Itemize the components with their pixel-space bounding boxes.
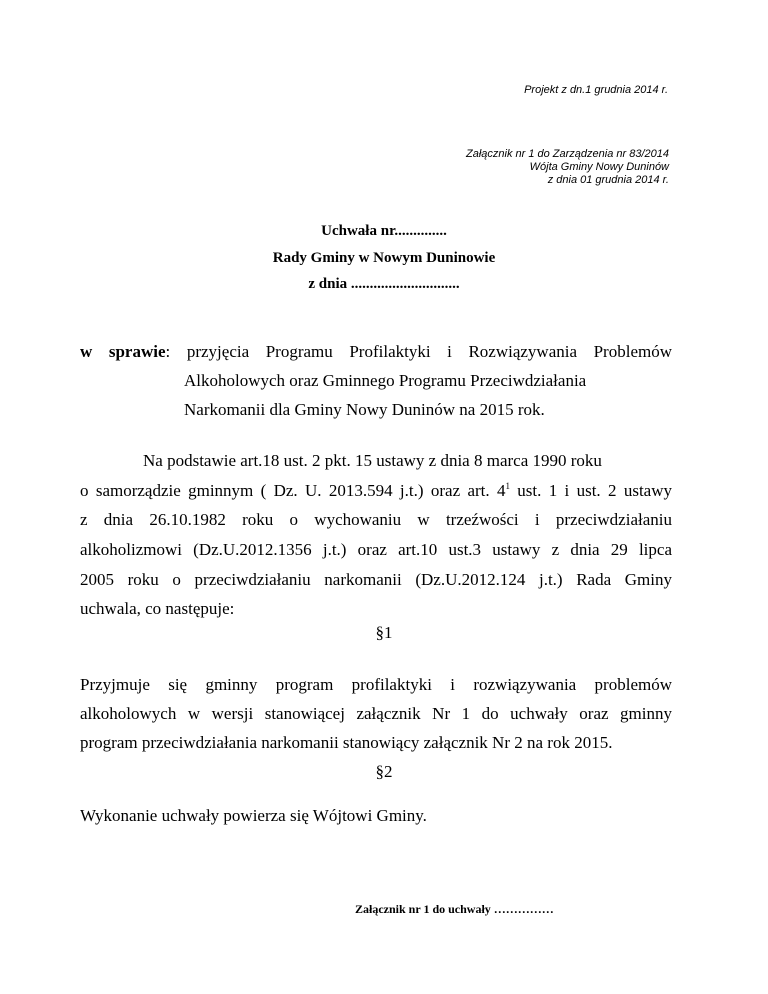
attachment-note-line-3: z dnia 01 grudnia 2014 r. [547, 174, 669, 186]
attachment-note-line-2: Wójta Gminy Nowy Duninów [529, 161, 669, 173]
subject-line-3: Narkomanii dla Gminy Nowy Duninów na 2015 rok. [184, 400, 545, 419]
attachment-footer: Załącznik nr 1 do uchwały …………… [355, 902, 554, 916]
resolution-date: z dnia ............................. [308, 276, 460, 292]
resolution-number: Uchwała nr.............. [321, 223, 447, 239]
council-name: Rady Gminy w Nowym Duninowie [272, 250, 496, 266]
subject-line-2: Alkoholowych oraz Gminnego Programu Przeciwdziałania [184, 371, 587, 390]
legal-basis-line-4: alkoholizmowi (Dz.U.2012.1356 j.t.) oraz art.10 ust.3 ustawy z dnia 29 lipca [80, 540, 672, 559]
legal-basis-line-5: 2005 roku o przeciwdziałaniu narkomanii (Dz.U.2012.124 j.t.) Rada Gminy [80, 570, 672, 589]
paragraph-2-line-1: Wykonanie uchwały powierza się Wójtowi Gminy. [80, 806, 427, 825]
paragraph-1-line-2: alkoholowych w wersji stanowiącej załącznik Nr 1 do uchwały oraz gminny [80, 704, 672, 723]
legal-basis-line-6: uchwala, co następuje: [80, 599, 235, 618]
subject-line-1 [80, 342, 672, 362]
subject-text-1: : przyjęcia Programu Profilaktyki i Rozwiązywania Problemów [165, 342, 672, 361]
superscript-1: 1 [505, 481, 510, 491]
paragraph-1-line-3: program przeciwdziałania narkomanii stanowiący załącznik Nr 2 na rok 2015. [80, 733, 613, 752]
paragraph-1-line-1: Przyjmuje się gminny program profilaktyki i rozwiązywania problemów [80, 675, 672, 694]
attachment-note-line-1: Załącznik nr 1 do Zarządzenia nr 83/2014 [465, 148, 669, 160]
legal-basis-line-3: z dnia 26.10.1982 roku o wychowaniu w trzeźwości i przeciwdziałaniu [80, 510, 672, 529]
legal-basis-line-1: Na podstawie art.18 ust. 2 pkt. 15 ustawy z dnia 8 marca 1990 roku [143, 451, 602, 470]
paragraph-1-symbol: §1 [375, 623, 393, 642]
paragraph-2-symbol: §2 [375, 762, 393, 781]
legal-basis-line-2 [80, 481, 672, 501]
project-date-note: Projekt z dn.1 grudnia 2014 r. [524, 84, 668, 96]
legal-basis-text-2b: ust. 1 i ust. 2 ustawy [509, 481, 673, 500]
legal-basis-text-2a: o samorządzie gminnym ( Dz. U. 2013.594 j.t.) oraz art. 4 [80, 481, 506, 500]
subject-label: w sprawie [80, 342, 166, 361]
